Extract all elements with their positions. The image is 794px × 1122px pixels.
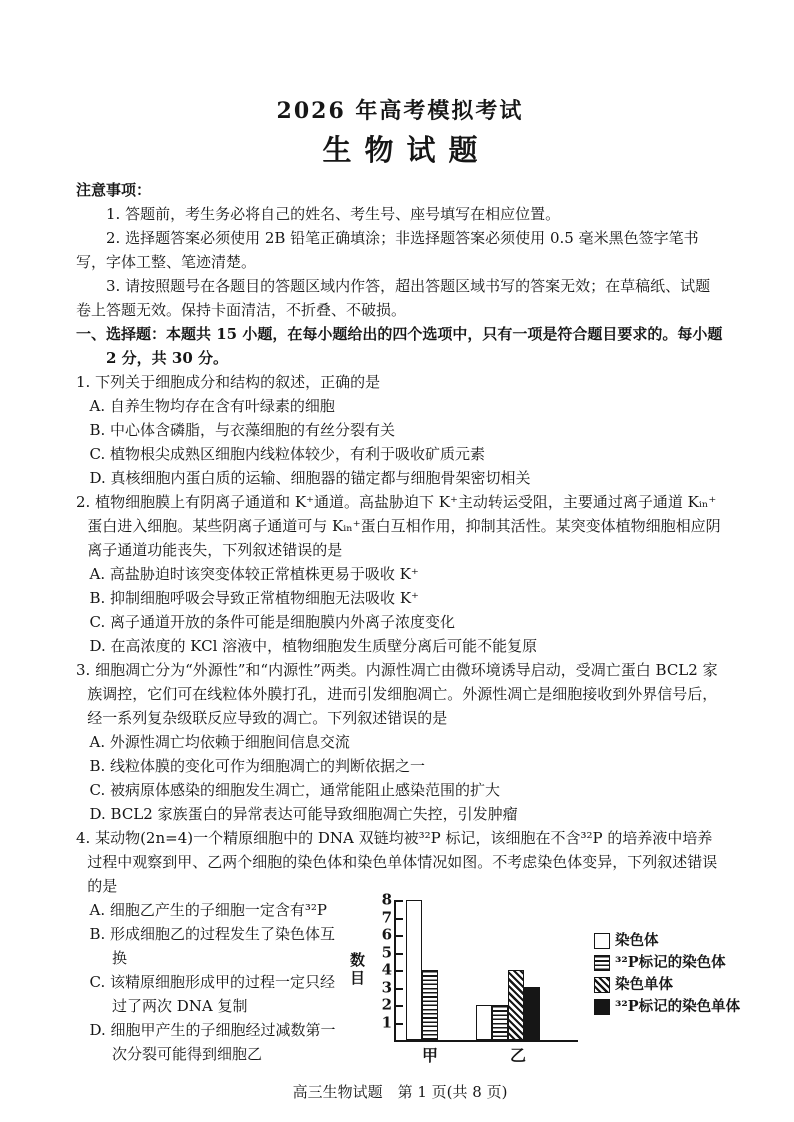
question-3-option-b: B. 线粒体膜的变化可作为细胞凋亡的判断依据之一 <box>89 757 426 775</box>
legend-item-染色体 <box>594 930 740 952</box>
notices-heading: 注意事项： <box>76 181 152 199</box>
legend-label: ³²P标记的染色单体 <box>615 998 741 1015</box>
legend-label: 染色体 <box>615 932 659 949</box>
y-tick-7 <box>381 908 403 926</box>
legend-swatch-p-black <box>594 999 610 1015</box>
y-tick-label-3: 3 <box>381 978 392 996</box>
legend-swatch-p-diag <box>594 977 610 993</box>
notice-item-1: 1. 答题前，考生务必将自己的姓名、考生号、座号填写在相应位置。 <box>106 205 561 223</box>
legend-swatch-p-hstripe <box>594 955 610 971</box>
question-2-option-b: B. 抑制细胞呼吸会导致正常植物细胞无法吸收 K⁺ <box>89 589 419 607</box>
question-4-stem: 4. 某动物(2n=4)一个精原细胞中的 DNA 双链均被³²P 标记，该细胞在不含³²P 的培养液中培养过程中观察到甲、乙两个细胞的染色体和染色单体情况如图。不考虑染色体变异，下列叙述错误的是 <box>76 829 718 895</box>
section-heading: 一、选择题：本题共 15 小题，在每小题给出的四个选项中，只有一项是符合题目要求的。每小题 2 分，共 30 分。 <box>76 325 723 367</box>
y-tick-1 <box>381 1013 403 1031</box>
question-2-option-a: A. 高盐胁迫时该突变体较正常植株更易于吸收 K⁺ <box>89 565 419 583</box>
question-4-body <box>76 890 780 1068</box>
chart-plot <box>381 890 578 1042</box>
question-2 <box>76 490 724 658</box>
question-4-option-b: B. 形成细胞乙的过程发生了染色体互换 <box>89 925 336 967</box>
exam-title: 2026 年高考模拟考试 <box>276 98 524 124</box>
notice-item-3: 3. 请按照题号在各题目的答题区域内作答，超出答题区域书写的答案无效；在草稿纸、试题卷上答题无效。保持卡面清洁，不折叠、不破损。 <box>76 277 711 319</box>
x-label-甲: 甲 <box>422 1046 439 1065</box>
question-1-option-d: D. 真核细胞内蛋白质的运输、细胞器的锚定都与细胞骨架密切相关 <box>89 469 531 487</box>
legend-label: 染色单体 <box>615 976 673 993</box>
question-3 <box>76 658 724 826</box>
question-1-option-a: A. 自养生物均存在含有叶绿素的细胞 <box>89 397 335 415</box>
question-2-stem: 2. 植物细胞膜上有阴离子通道和 K⁺通道。高盐胁迫下 K⁺主动转运受阻，主要通过离子通道 Kᵢₙ⁺蛋白进入细胞。某些阴离子通道可与 Kᵢₙ⁺蛋白互相作用，抑制其活性。某突变体植物细胞相应阴离子通道功能丧失，下列叙述错误的是 <box>76 493 721 559</box>
question-4-options <box>76 898 348 1066</box>
question-1-option-b: B. 中心体含磷脂，与衣藻细胞的有丝分裂有关 <box>89 421 396 439</box>
chart-plot-wrap <box>381 890 578 1068</box>
question-2-option-d: D. 在高浓度的 KCl 溶液中，植物细胞发生质壁分离后可能不能复原 <box>89 637 538 655</box>
y-tick-label-7: 7 <box>381 908 392 926</box>
y-tick-3 <box>381 978 403 996</box>
y-tick-label-8: 8 <box>381 890 392 909</box>
legend-item-³²P标记的染色体 <box>594 952 740 974</box>
legend-label: ³²P标记的染色体 <box>615 954 726 971</box>
question-4-option-c: C. 该精原细胞形成甲的过程一定只经过了两次 DNA 复制 <box>89 973 335 1015</box>
question-4 <box>76 826 741 1068</box>
question-3-stem: 3. 细胞凋亡分为“外源性”和“内源性”两类。内源性凋亡由微环境诱导启动，受凋亡蛋白 BCL2 家族调控，它们可在线粒体外膜打孔，进而引发细胞凋亡。外源性凋亡是细胞接收到外界信号后，经一系列复杂级联反应导致的凋亡。下列叙述错误的是 <box>76 661 718 727</box>
legend-item-染色单体 <box>594 974 740 996</box>
y-tick-label-6: 6 <box>381 925 392 944</box>
chart-legend <box>594 930 740 1018</box>
chart-x-labels <box>394 1042 578 1068</box>
question-1-stem: 1. 下列关于细胞成分和结构的叙述，正确的是 <box>76 373 381 391</box>
chromosome-bar-chart <box>348 890 780 1068</box>
notice-item-2: 2. 选择题答案必须使用 2B 铅笔正确填涂；非选择题答案必须使用 0.5 毫米黑色签字笔书写，字体工整、笔迹清楚。 <box>76 229 699 271</box>
question-1-option-c: C. 植物根尖成熟区细胞内线粒体较少，有利于吸收矿质元素 <box>89 445 485 463</box>
x-label-乙: 乙 <box>510 1046 527 1065</box>
question-2-option-c: C. 离子通道开放的条件可能是细胞膜内外离子浓度变化 <box>89 613 455 631</box>
y-tick-6 <box>381 925 403 944</box>
question-1 <box>76 370 724 490</box>
page-footer: 高三生物试题 第 1 页(共 8 页) <box>292 1083 508 1101</box>
chart-y-ticks <box>381 890 578 1040</box>
y-tick-label-5: 5 <box>381 943 392 961</box>
y-tick-2 <box>381 995 403 1014</box>
question-3-option-d: D. BCL2 家族蛋白的异常表达可能导致细胞凋亡失控，引发肿瘤 <box>89 805 518 823</box>
question-3-option-a: A. 外源性凋亡均依赖于细胞间信息交流 <box>89 733 350 751</box>
legend-swatch-p-white <box>594 933 610 949</box>
y-tick-label-2: 2 <box>381 995 392 1014</box>
y-tick-4 <box>381 960 403 979</box>
exam-subtitle: 生物试题 <box>322 133 491 167</box>
chart-y-axis-label: 数目 <box>348 952 366 988</box>
y-tick-5 <box>381 943 403 961</box>
legend-item-³²P标记的染色单体 <box>594 996 740 1018</box>
y-tick-8 <box>381 890 403 909</box>
y-tick-label-4: 4 <box>381 960 392 979</box>
y-tick-label-1: 1 <box>381 1013 392 1031</box>
question-4-option-d: D. 细胞甲产生的子细胞经过减数第一次分裂可能得到细胞乙 <box>89 1021 336 1063</box>
question-3-option-c: C. 被病原体感染的细胞发生凋亡，通常能阻止感染范围的扩大 <box>89 781 500 799</box>
question-4-option-a: A. 细胞乙产生的子细胞一定含有³²P <box>89 901 327 919</box>
